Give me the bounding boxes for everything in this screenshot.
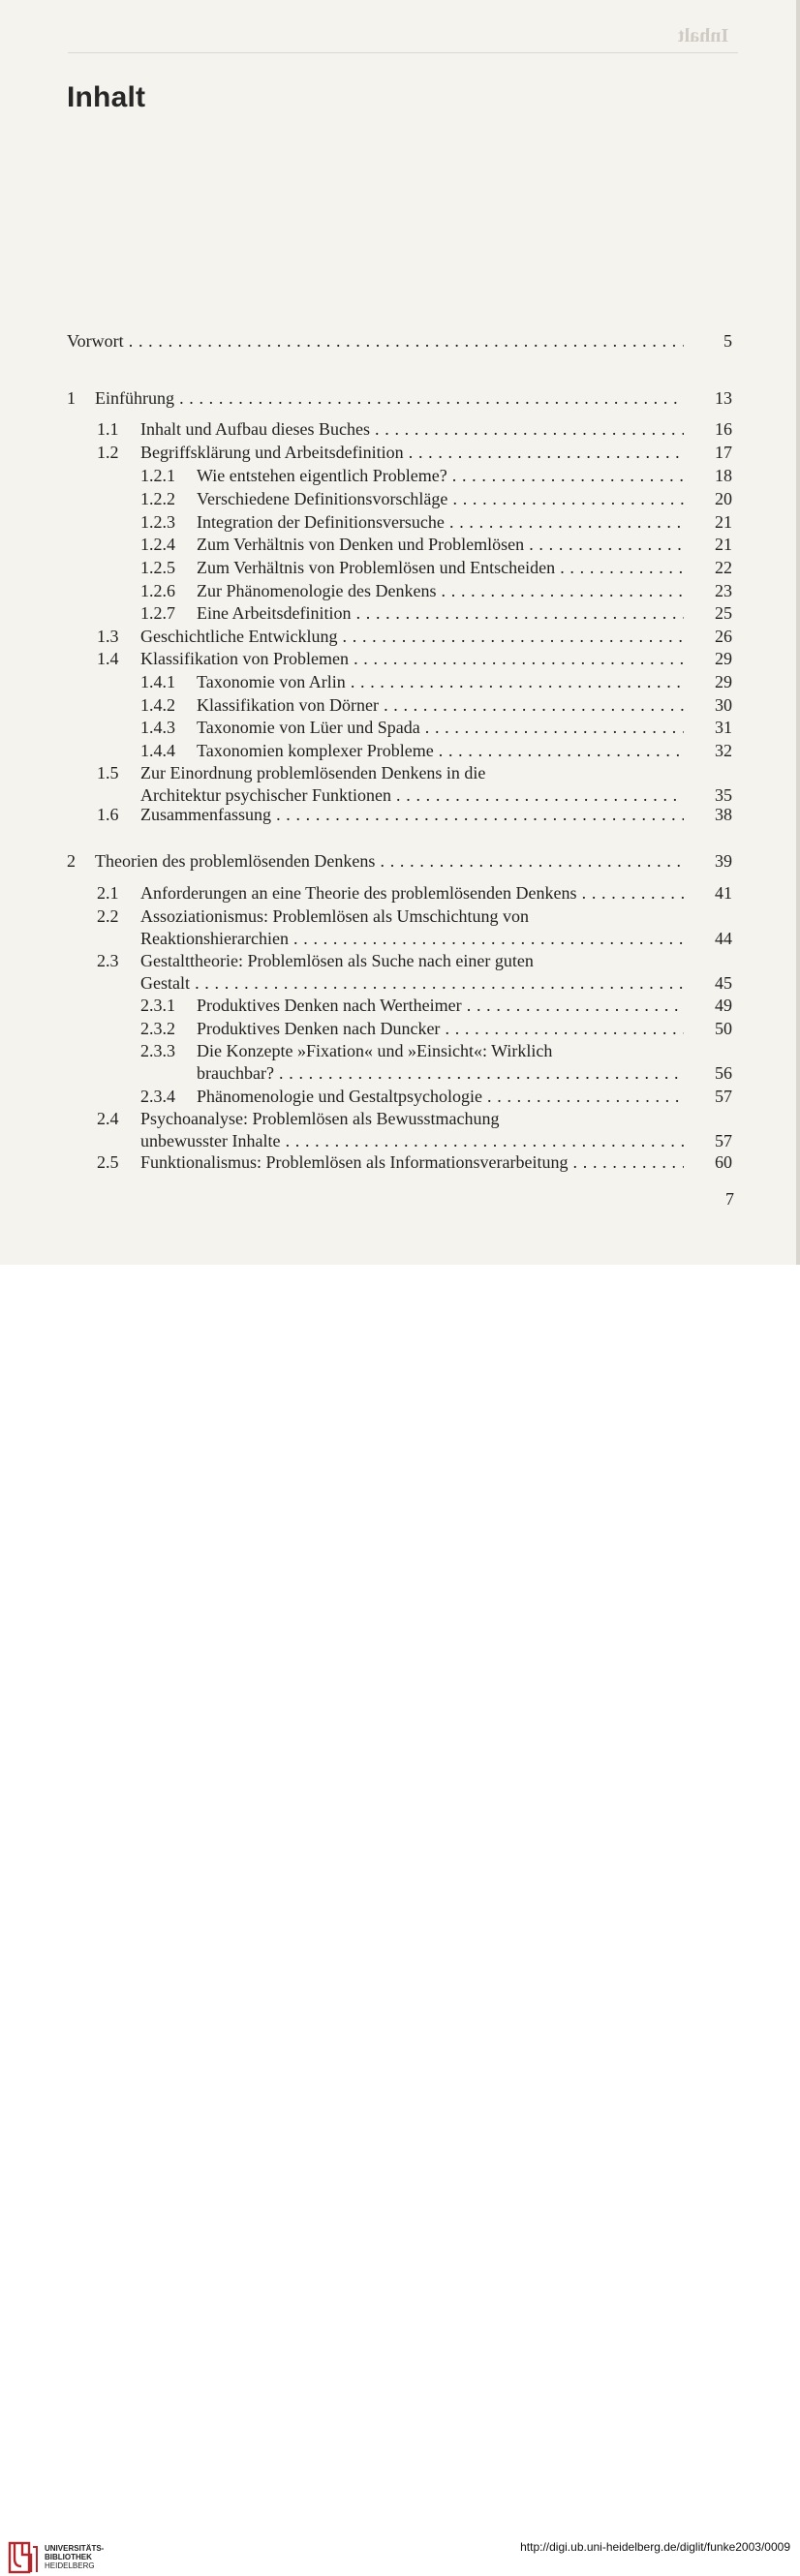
toc-entry-number: 1.6	[97, 805, 119, 824]
toc-entry[interactable]	[0, 803, 800, 826]
toc-entry-title: Klassifikation von Problemen . . .	[140, 647, 684, 670]
toc-entry-page: 23	[715, 581, 732, 600]
toc-entry-number: 1.1	[97, 419, 119, 439]
toc-entry-title-continuation: brauchbar? . . .	[197, 1061, 684, 1085]
toc-entry[interactable]	[0, 487, 800, 510]
toc-entry-page: 18	[715, 466, 732, 485]
toc-entry-number: 2.3.4	[140, 1087, 175, 1106]
toc-entry-page: 60	[715, 1152, 732, 1172]
toc-entry-title: Geschichtliche Entwicklung . . .	[140, 625, 684, 648]
toc-entry[interactable]	[0, 464, 800, 487]
heidelberg-library-logo-icon[interactable]	[8, 2537, 39, 2576]
toc-entry[interactable]	[0, 716, 800, 739]
toc-entry-number: 1.2	[97, 443, 119, 462]
toc-entry[interactable]	[0, 670, 800, 693]
toc-entry-page: 41	[715, 883, 732, 903]
toc-entry-title-continuation: Reaktionshierarchien . . .	[140, 927, 684, 950]
toc-entry[interactable]	[0, 1150, 800, 1174]
toc-entry[interactable]	[0, 739, 800, 762]
toc-entry-page: 16	[715, 419, 732, 439]
toc-entry-page: 25	[715, 603, 732, 623]
toc-entry[interactable]	[0, 441, 800, 464]
toc-entry-title: Klassifikation von Dörner . . .	[197, 693, 684, 717]
toc-entry-page: 17	[715, 443, 732, 462]
library-name[interactable]	[45, 2544, 104, 2570]
toc-entry-title: Wie entstehen eigentlich Probleme? . . .	[197, 464, 684, 487]
toc-entry-number: 1.4.3	[140, 718, 175, 737]
toc-entry-number: 1.2.4	[140, 535, 175, 554]
toc-entry-page: 57	[715, 1087, 732, 1106]
toc-entry-number: 1.2.3	[140, 512, 175, 532]
toc-entry-title: Zum Verhältnis von Denken und Problemlösen . . .	[197, 533, 684, 556]
toc-entry-page: 49	[715, 996, 732, 1015]
toc-entry-title-continuation: unbewusster Inhalte . . .	[140, 1129, 684, 1152]
toc-entry-page: 45	[715, 973, 732, 993]
toc-entry[interactable]	[0, 1085, 800, 1108]
toc-entry[interactable]	[0, 994, 800, 1017]
toc-entry-number: 2.3.1	[140, 996, 175, 1015]
toc-entry[interactable]	[0, 881, 800, 905]
toc-entry[interactable]	[0, 647, 800, 670]
toc-entry-title: Anforderungen an eine Theorie des problemlösenden Denkens . . .	[140, 881, 684, 905]
toc-entry-title: Verschiedene Definitionsvorschläge . . .	[197, 487, 684, 510]
toc-entry-title-continuation: Gestalt . . .	[140, 971, 684, 995]
toc-entry-page: 13	[715, 388, 732, 408]
toc-entry-number: 2	[67, 851, 76, 871]
toc-entry-title: Zusammenfassung . . .	[140, 803, 684, 826]
library-line-1: UNIVERSITÄTS-	[45, 2544, 105, 2553]
toc-entry-title: Theorien des problemlösenden Denkens . . .	[95, 849, 684, 873]
toc-entry[interactable]	[0, 417, 800, 441]
toc-entry-title: Taxonomie von Lüer und Spada . . .	[197, 716, 684, 739]
permalink-url[interactable]: http://digi.ub.uni-heidelberg.de/diglit/funke2003/0009	[520, 2540, 790, 2554]
toc-entry[interactable]	[0, 693, 800, 717]
toc-entry-page: 26	[715, 627, 732, 646]
toc-entry-number: 2.4	[97, 1109, 119, 1128]
toc-entry[interactable]	[0, 601, 800, 625]
toc-entry-page: 35	[715, 785, 732, 805]
toc-entry-title: Gestalttheorie: Problemlösen als Suche nach einer guten	[140, 951, 534, 970]
toc-entry-page: 44	[715, 929, 732, 948]
toc-entry-number: 2.5	[97, 1152, 119, 1172]
toc-entry-number: 2.2	[97, 906, 119, 926]
toc-entry-number: 1.4	[97, 649, 119, 668]
toc-entry-title: Die Konzepte »Fixation« und »Einsicht«: Wirklich	[197, 1041, 553, 1060]
toc-entry-number: 1.2.6	[140, 581, 175, 600]
library-line-3: HEIDELBERG	[45, 2561, 95, 2570]
toc-entry[interactable]	[0, 1017, 800, 1040]
toc-entry[interactable]	[0, 1039, 800, 1085]
toc-entry-number: 1.5	[97, 763, 119, 782]
page-number: 7	[725, 1189, 734, 1209]
toc-entry-page: 57	[715, 1131, 732, 1150]
toc-entry-title: Begriffsklärung und Arbeitsdefinition . . .	[140, 441, 684, 464]
toc-entry-number: 1.2.2	[140, 489, 175, 508]
toc-entry-number: 1.2.1	[140, 466, 175, 485]
viewer-footer	[0, 1265, 800, 2570]
bleed-through-header: Inhalt	[678, 25, 729, 46]
toc-entry[interactable]	[0, 849, 800, 873]
toc-entry-title: Taxonomie von Arlin . . .	[197, 670, 684, 693]
toc-entry-title: Eine Arbeitsdefinition . . .	[197, 601, 684, 625]
toc-entry[interactable]	[0, 556, 800, 579]
toc-entry-page: 29	[715, 649, 732, 668]
toc-entry-page: 21	[715, 512, 732, 532]
toc-entry-number: 1.4.4	[140, 741, 175, 760]
page-title: Inhalt	[67, 81, 146, 113]
bleed-through-rule	[68, 52, 738, 53]
toc-entry-title: Funktionalismus: Problemlösen als Informationsverarbeitung . . .	[140, 1150, 684, 1174]
toc-entry[interactable]	[0, 625, 800, 648]
toc-entry-number: 1	[67, 388, 76, 408]
toc-entry-title: Assoziationismus: Problemlösen als Umschichtung von	[140, 906, 529, 926]
toc-entry[interactable]	[0, 949, 800, 995]
scanned-page	[0, 0, 800, 1265]
toc-entry-number: 2.3.3	[140, 1041, 175, 1060]
toc-entry[interactable]	[0, 533, 800, 556]
toc-entry-number: 1.2.7	[140, 603, 175, 623]
toc-entry-title: Phänomenologie und Gestaltpsychologie . . .	[197, 1085, 684, 1108]
toc-entry-number: 1.3	[97, 627, 119, 646]
toc-entry-title: Vorwort . . .	[67, 329, 684, 353]
toc-entry-page: 30	[715, 695, 732, 715]
toc-entry-page: 5	[723, 331, 732, 351]
toc-entry-title: Psychoanalyse: Problemlösen als Bewusstmachung	[140, 1109, 500, 1128]
toc-entry-title: Zur Einordnung problemlösenden Denkens in die	[140, 763, 486, 782]
toc-entry[interactable]	[0, 386, 800, 410]
toc-entry-number: 1.4.1	[140, 672, 175, 691]
toc-entry-page: 20	[715, 489, 732, 508]
toc-entry-title: Integration der Definitionsversuche . . .	[197, 510, 684, 534]
toc-entry-title: Produktives Denken nach Duncker . . .	[197, 1017, 684, 1040]
toc-entry-page: 56	[715, 1063, 732, 1083]
toc-entry-page: 29	[715, 672, 732, 691]
toc-entry[interactable]	[0, 329, 800, 353]
toc-entry[interactable]	[0, 761, 800, 807]
toc-entry-title: Taxonomien komplexer Probleme . . .	[197, 739, 684, 762]
toc-entry-number: 2.1	[97, 883, 119, 903]
toc-entry[interactable]	[0, 1107, 800, 1152]
library-line-2: BIBLIOTHEK	[45, 2553, 92, 2561]
toc-entry[interactable]	[0, 510, 800, 534]
toc-entry-number: 1.4.2	[140, 695, 175, 715]
toc-entry-page: 38	[715, 805, 732, 824]
toc-entry-number: 1.2.5	[140, 558, 175, 577]
toc-entry-page: 32	[715, 741, 732, 760]
toc-entry-number: 2.3.2	[140, 1019, 175, 1038]
toc-entry-title: Produktives Denken nach Wertheimer . . .	[197, 994, 684, 1017]
toc-entry-title: Einführung . . .	[95, 386, 684, 410]
toc-entry-page: 31	[715, 718, 732, 737]
toc-entry-title: Zum Verhältnis von Problemlösen und Entscheiden . . .	[197, 556, 684, 579]
toc-entry-page: 21	[715, 535, 732, 554]
toc-entry-page: 22	[715, 558, 732, 577]
toc-entry-page: 50	[715, 1019, 732, 1038]
toc-entry-number: 2.3	[97, 951, 119, 970]
toc-entry-title: Zur Phänomenologie des Denkens . . .	[197, 579, 684, 602]
toc-entry[interactable]	[0, 579, 800, 602]
toc-entry-title-continuation: Architektur psychischer Funktionen . . .	[140, 783, 684, 807]
toc-entry-title: Inhalt und Aufbau dieses Buches . . .	[140, 417, 684, 441]
toc-entry-page: 39	[715, 851, 732, 871]
toc-entry[interactable]	[0, 905, 800, 950]
